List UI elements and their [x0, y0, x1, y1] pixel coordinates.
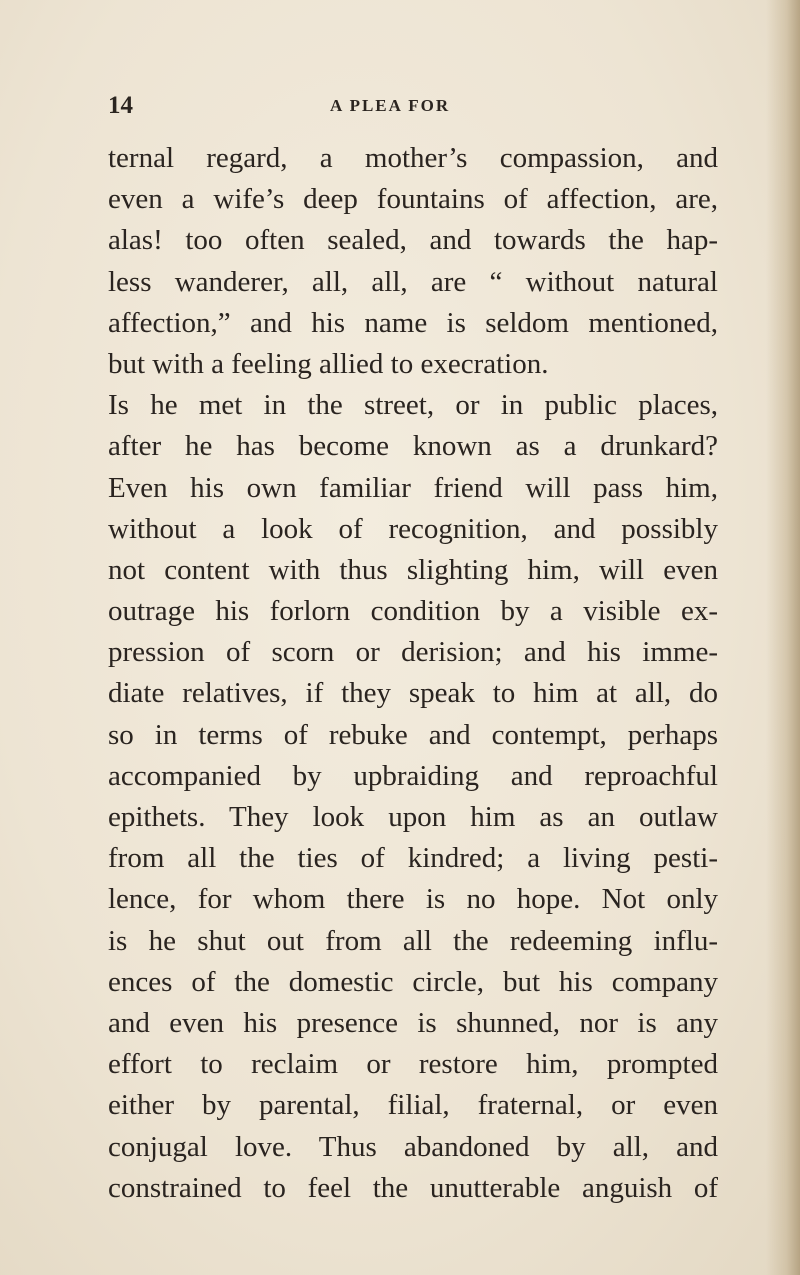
text-line: so in terms of rebuke and contempt, perhaps [108, 718, 718, 751]
text-line: diate relatives, if they speak to him at all, do [108, 677, 718, 710]
running-head [108, 92, 668, 122]
text-line: Even his own familiar friend will pass him, [108, 471, 718, 504]
text-line: lence, for whom there is no hope. Not only [108, 883, 718, 916]
text-line: accompanied by upbraiding and reproachful [108, 759, 718, 792]
text-line: ternal regard, a mother’s compassion, and [108, 142, 718, 174]
text-line: constrained to feel the unutterable anguish of [108, 1171, 718, 1204]
text-line: not content with thus slighting him, will even [108, 553, 718, 586]
text-line: pression of scorn or derision; and his imme- [108, 636, 718, 669]
page-number: 14 [108, 92, 133, 119]
text-line: conjugal love. Thus abandoned by all, and [108, 1130, 718, 1163]
text-line: but with a feeling allied to execration. [108, 347, 549, 380]
text-line: after he has become known as a drunkard? [108, 430, 718, 463]
text-line: even a wife’s deep fountains of affection, are, [108, 183, 718, 216]
text-line: and even his presence is shunned, nor is any [108, 1006, 718, 1039]
text-line: without a look of recognition, and possibly [108, 512, 718, 545]
text-line: from all the ties of kindred; a living pesti- [108, 842, 718, 875]
page-edge-shadow [766, 0, 800, 1275]
body-text [108, 138, 718, 1209]
text-line: either by parental, filial, fraternal, or even [108, 1089, 718, 1122]
text-line: outrage his forlorn condition by a visible ex- [108, 595, 718, 628]
text-line: less wanderer, all, all, are “ without natural [108, 265, 718, 298]
text-line: ences of the domestic circle, but his company [108, 965, 718, 998]
text-line: affection,” and his name is seldom mentioned, [108, 306, 718, 339]
text-line: epithets. They look upon him as an outlaw [108, 801, 718, 833]
running-title: A PLEA FOR [330, 96, 451, 115]
text-line: Is he met in the street, or in public places, [108, 389, 718, 422]
text-line: alas! too often sealed, and towards the hap- [108, 224, 718, 257]
text-line: is he shut out from all the redeeming influ- [108, 924, 718, 957]
text-line: effort to reclaim or restore him, prompted [108, 1048, 718, 1081]
